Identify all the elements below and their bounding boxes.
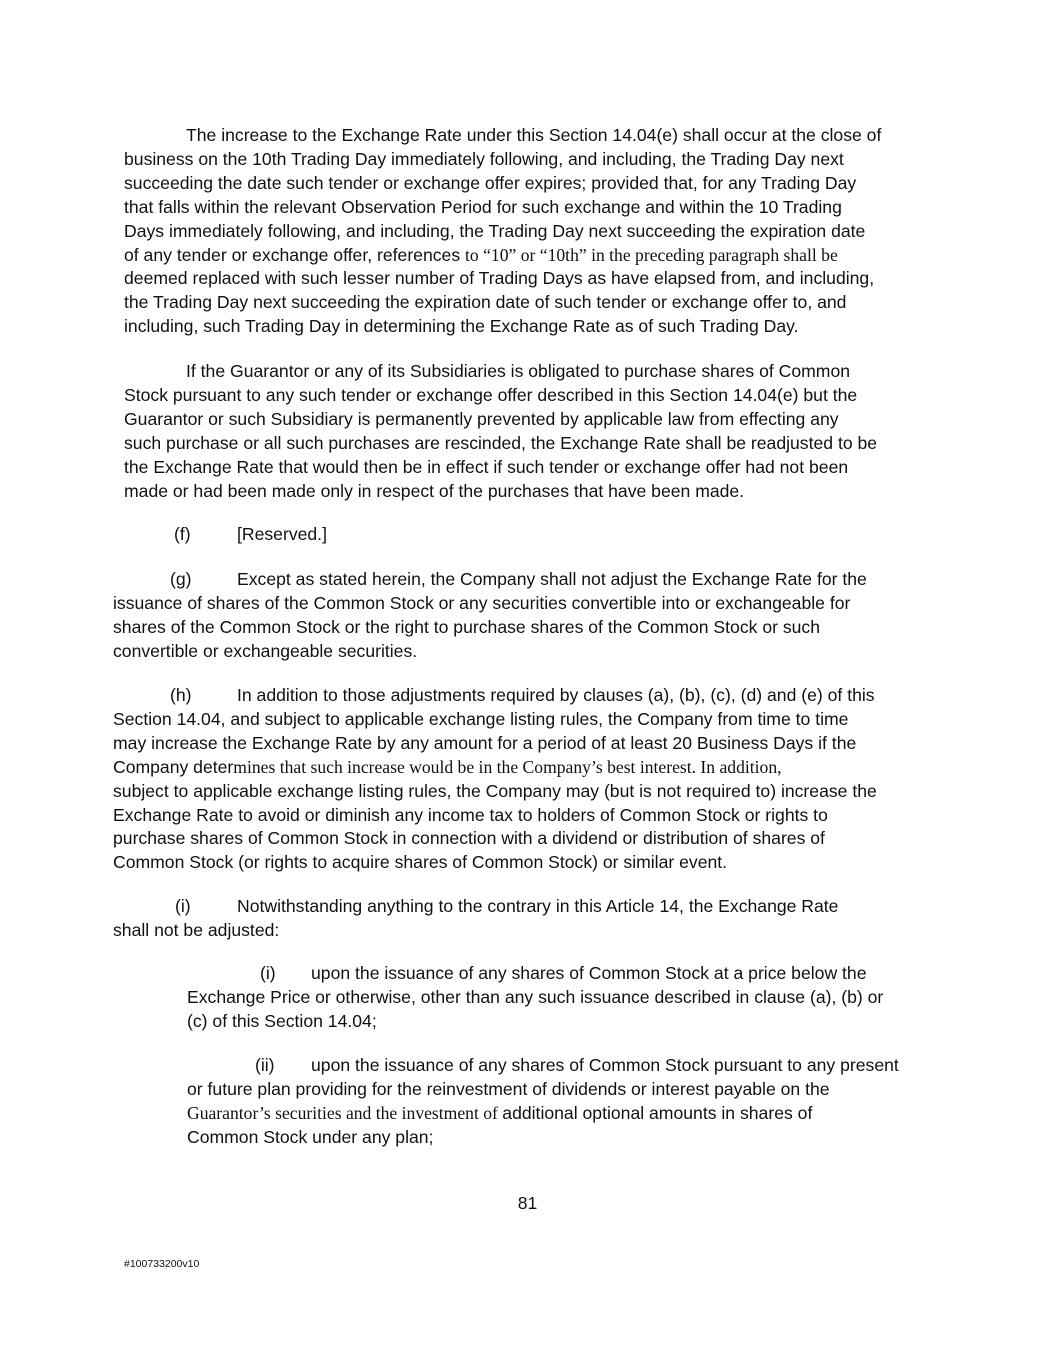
- text-line: shall not be adjusted:: [113, 919, 280, 940]
- clause-label-h: (h): [170, 685, 192, 705]
- text-line: such purchase or all such purchases are rescinded, the Exchange Rate shall be readjusted to be: [124, 432, 878, 453]
- text-line: [187, 1054, 899, 1078]
- text-segment: Notwithstanding anything to the contrary in this Article 14, the Exchange Rate: [237, 896, 839, 916]
- text-line: Exchange Price or otherwise, other than any such issuance described in clause (a), (b) or: [187, 986, 884, 1007]
- text-segment: Except as stated herein, the Company shall not adjust the Exchange Rate for the: [237, 569, 867, 589]
- text-segment: In addition to those adjustments required by clauses (a), (b), (c), (d) and (e) of this: [237, 685, 875, 705]
- text-line: [124, 244, 881, 268]
- text-line: Stock pursuant to any such tender or exchange offer described in this Section 14.04(e) but the: [124, 384, 858, 405]
- text-line: may increase the Exchange Rate by any amount for a period of at least 20 Business Days if the: [113, 732, 857, 753]
- text-line: Days immediately following, and including, the Trading Day next succeeding the expiration date: [124, 220, 866, 241]
- text-line: the Trading Day next succeeding the expiration date of such tender or exchange offer to, and: [124, 292, 847, 313]
- text-line: made or had been made only in respect of the purchases that have been made.: [124, 480, 745, 501]
- text-line: [187, 1102, 899, 1126]
- text-line: the Exchange Rate that would then be in effect if such tender or exchange offer had not been: [124, 456, 849, 477]
- text-line: business on the 10th Trading Day immediately following, and including, the Trading Day next: [124, 148, 844, 169]
- text-segment: of any tender or exchange offer, references: [124, 244, 466, 265]
- text-line: [113, 895, 838, 919]
- text-line: convertible or exchangeable securities.: [113, 640, 418, 661]
- text-segment-serif: mines that such increase would be in the Company’s best interest. In addition,: [233, 756, 782, 777]
- text-segment: Company deter: [113, 756, 234, 777]
- text-line: If the Guarantor or any of its Subsidiaries is obligated to purchase shares of Common: [186, 361, 851, 381]
- text-segment-serif: Guarantor’s securities and the investment of: [187, 1102, 503, 1123]
- text-segment-serif: to “10” or “10th” in the preceding paragraph shall be: [465, 244, 838, 265]
- clause-label-g: (g): [170, 569, 192, 589]
- text-line: The increase to the Exchange Rate under this Section 14.04(e) shall occur at the close of: [186, 125, 882, 145]
- text-line: shares of the Common Stock or the right to purchase shares of the Common Stock or such: [113, 616, 821, 637]
- clause-f-text: [Reserved.]: [237, 524, 327, 544]
- text-line: Common Stock under any plan;: [187, 1126, 434, 1147]
- text-line: [187, 962, 883, 986]
- subclause-i-i: [187, 962, 883, 1034]
- clause-g: [113, 568, 867, 664]
- text-line: Common Stock (or rights to acquire shares of Common Stock) or similar event.: [113, 852, 728, 873]
- text-line: subject to applicable exchange listing rules, the Company may (but is not required to) increase the: [113, 780, 877, 801]
- text-segment: additional optional amounts in shares of: [502, 1102, 813, 1123]
- text-line: [113, 568, 867, 592]
- text-segment: upon the issuance of any shares of Common Stock pursuant to any present: [311, 1055, 899, 1075]
- clause-i: [113, 895, 838, 943]
- document-id: #100733200v10: [124, 1258, 200, 1270]
- text-line: or future plan providing for the reinvestment of dividends or interest payable on the: [187, 1078, 830, 1099]
- text-line: purchase shares of Common Stock in connection with a dividend or distribution of shares of: [113, 828, 825, 849]
- paragraph-exchange-rate-increase: [124, 124, 881, 339]
- text-line: including, such Trading Day in determining the Exchange Rate as of such Trading Day.: [124, 316, 799, 337]
- subclause-label-ii: (ii): [255, 1055, 275, 1075]
- page-number: 81: [517, 1193, 538, 1213]
- text-line: Exchange Rate to avoid or diminish any income tax to holders of Common Stock or rights to: [113, 804, 828, 825]
- subclause-i-ii: [187, 1054, 899, 1150]
- subclause-label-i: (i): [260, 963, 276, 983]
- text-line: deemed replaced with such lesser number of Trading Days as have elapsed from, and including,: [124, 268, 875, 289]
- clause-h: [113, 684, 877, 875]
- clause-label-i: (i): [175, 896, 191, 916]
- text-line: issuance of shares of the Common Stock or any securities convertible into or exchangeable for: [113, 592, 851, 613]
- paragraph-guarantor-obligation: [124, 360, 877, 503]
- text-line: (c) of this Section 14.04;: [187, 1010, 377, 1031]
- text-line: Guarantor or such Subsidiary is permanently prevented by applicable law from effecting any: [124, 408, 839, 429]
- clause-label-f: (f): [174, 524, 191, 544]
- text-line: succeeding the date such tender or exchange offer expires; provided that, for any Trading Day: [124, 172, 857, 193]
- text-line: that falls within the relevant Observation Period for such exchange and within the 10 Trading: [124, 196, 842, 217]
- text-line: Section 14.04, and subject to applicable exchange listing rules, the Company from time to time: [113, 708, 849, 729]
- text-segment: upon the issuance of any shares of Common Stock at a price below the: [311, 963, 867, 983]
- text-line: [113, 684, 877, 708]
- text-line: [113, 756, 877, 780]
